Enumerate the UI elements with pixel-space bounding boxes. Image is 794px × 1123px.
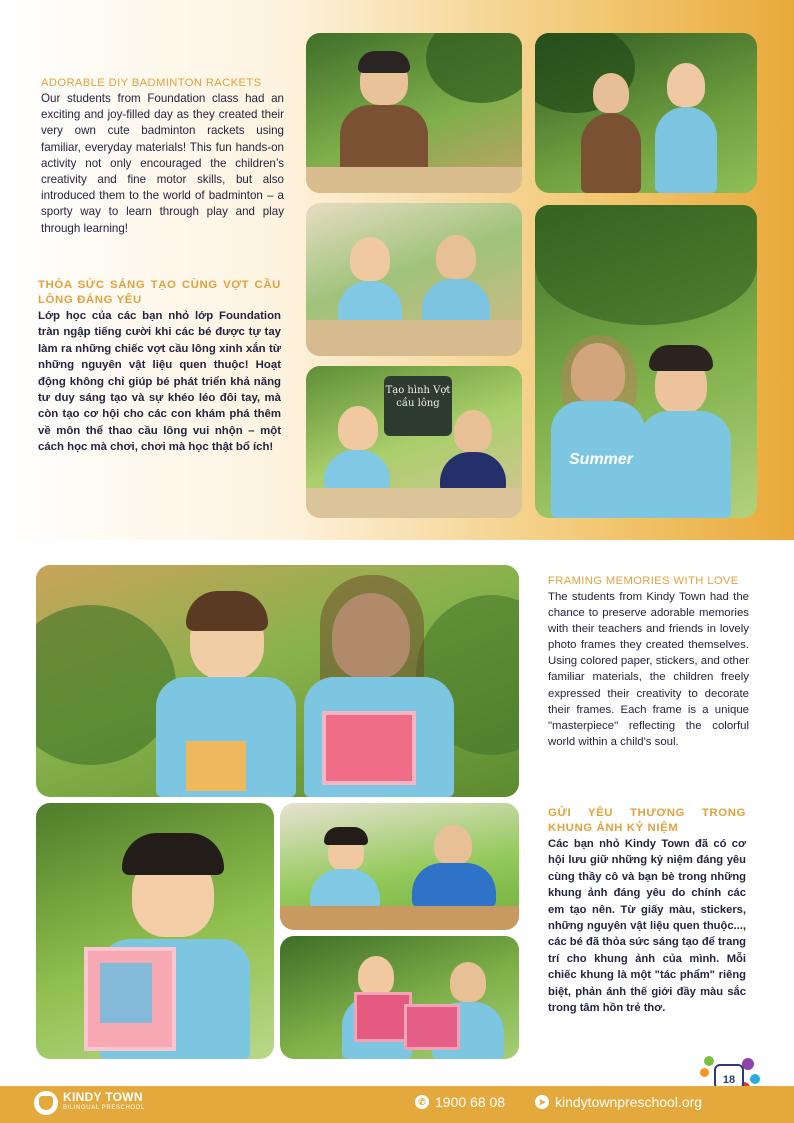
shirt-print-text: Summer xyxy=(569,451,634,468)
photo-girl-with-pink-frame xyxy=(36,803,274,1059)
section1-text xyxy=(41,76,284,237)
section1-body-vi: Lớp học của các bạn nhỏ lớp Foundation tràn ngập tiếng cười khi các bé được tự tay làm ra những chiếc vợt cầu lông xinh xắn từ những nguyên vật liệu quen thuộc! Hoạt động không chỉ giúp bé phát triển khả năng tư duy sáng tạo và sự khéo léo đôi tay, mà còn tạo cơ hội cho các con khám phá thêm về môn thể thao cầu lông vui nhộn – một cách học mà chơi, chơi mà học thật bổ ích! xyxy=(38,310,281,454)
phone-number: 1900 68 08 xyxy=(435,1094,506,1110)
globe-icon: ➤ xyxy=(535,1095,549,1109)
logo-title: KINDY TOWN xyxy=(63,1090,143,1104)
section2-text-vi xyxy=(548,806,746,1016)
logo-subtitle: BILINGUAL PRESCHOOL xyxy=(63,1105,145,1111)
section2-heading-en: FRAMING MEMORIES WITH LOVE xyxy=(548,575,739,587)
phone-icon: ✆ xyxy=(415,1095,429,1109)
photo-kids-drawing-rackets xyxy=(306,366,522,518)
photo-girl-and-teacher-with-rackets xyxy=(535,205,757,518)
section1-text-vi xyxy=(38,278,281,456)
photo-kids-decorating-frames xyxy=(280,803,519,930)
page-number: 18 xyxy=(714,1064,744,1096)
footer-bar xyxy=(0,1086,794,1123)
section2-text xyxy=(548,574,749,750)
section2-body-vi: Các bạn nhỏ Kindy Town đã có cơ hội lưu giữ những kỷ niệm đáng yêu cùng thầy cô và bạn bè trong những khung ảnh đáng yêu do chính các em tạo nên. Từ giấy màu, stickers, những nguyên vật liệu quen thuộc..., các bé đã thỏa sức sáng tạo để trang trí cho khung ảnh của mình. Mỗi chiếc khung là một "tác phẩm" riêng biệt, phản ánh thế giới đầy màu sắc trong tâm hồn trẻ thơ. xyxy=(548,838,746,1015)
section2-body-en: The students from Kindy Town had the chance to preserve adorable memories with their teachers and friends in lovely photo frames they created themselves. Using colored paper, stickers, and other familiar materials, the children freely expressed their creativity to decorate their frames. Each frame is a unique "masterpiece" reflecting the colorful world within a child's soul. xyxy=(548,591,749,748)
kindy-town-logo-icon xyxy=(34,1091,58,1115)
photo-kids-showing-frames xyxy=(280,936,519,1059)
section1-heading-vi: THỎA SỨC SÁNG TẠO CÙNG VỢT CẦU LÔNG ĐÁNG YÊU xyxy=(38,279,281,306)
section1-heading-en: ADORABLE DIY BADMINTON RACKETS xyxy=(41,77,262,89)
kindy-town-logo[interactable] xyxy=(34,1091,145,1115)
photo-two-kids-at-table xyxy=(306,203,522,356)
phone-contact[interactable] xyxy=(415,1094,505,1110)
section2-heading-vi: GỬI YÊU THƯƠNG TRONG KHUNG ẢNH KỶ NIỆM xyxy=(548,807,746,834)
website-url: kindytownpreschool.org xyxy=(555,1094,703,1110)
photo-boy-making-racket xyxy=(306,33,522,193)
section1-body-en: Our students from Foundation class had an exciting and joy-filled day as they created their very own cute badminton rackets using familiar, everyday materials! This fun hands-on activity not only encouraged the children’s creativity and fine motor skills, but also introduced them to the world of badminton – a sporty way to learn through play and play through learning! xyxy=(41,92,284,235)
website-link[interactable] xyxy=(535,1094,702,1110)
photo-boy-girl-with-frames xyxy=(36,565,519,797)
chalkboard-sign: Tạo hình Vợt cầu lông xyxy=(384,376,452,436)
photo-kids-holding-rackets xyxy=(535,33,757,193)
